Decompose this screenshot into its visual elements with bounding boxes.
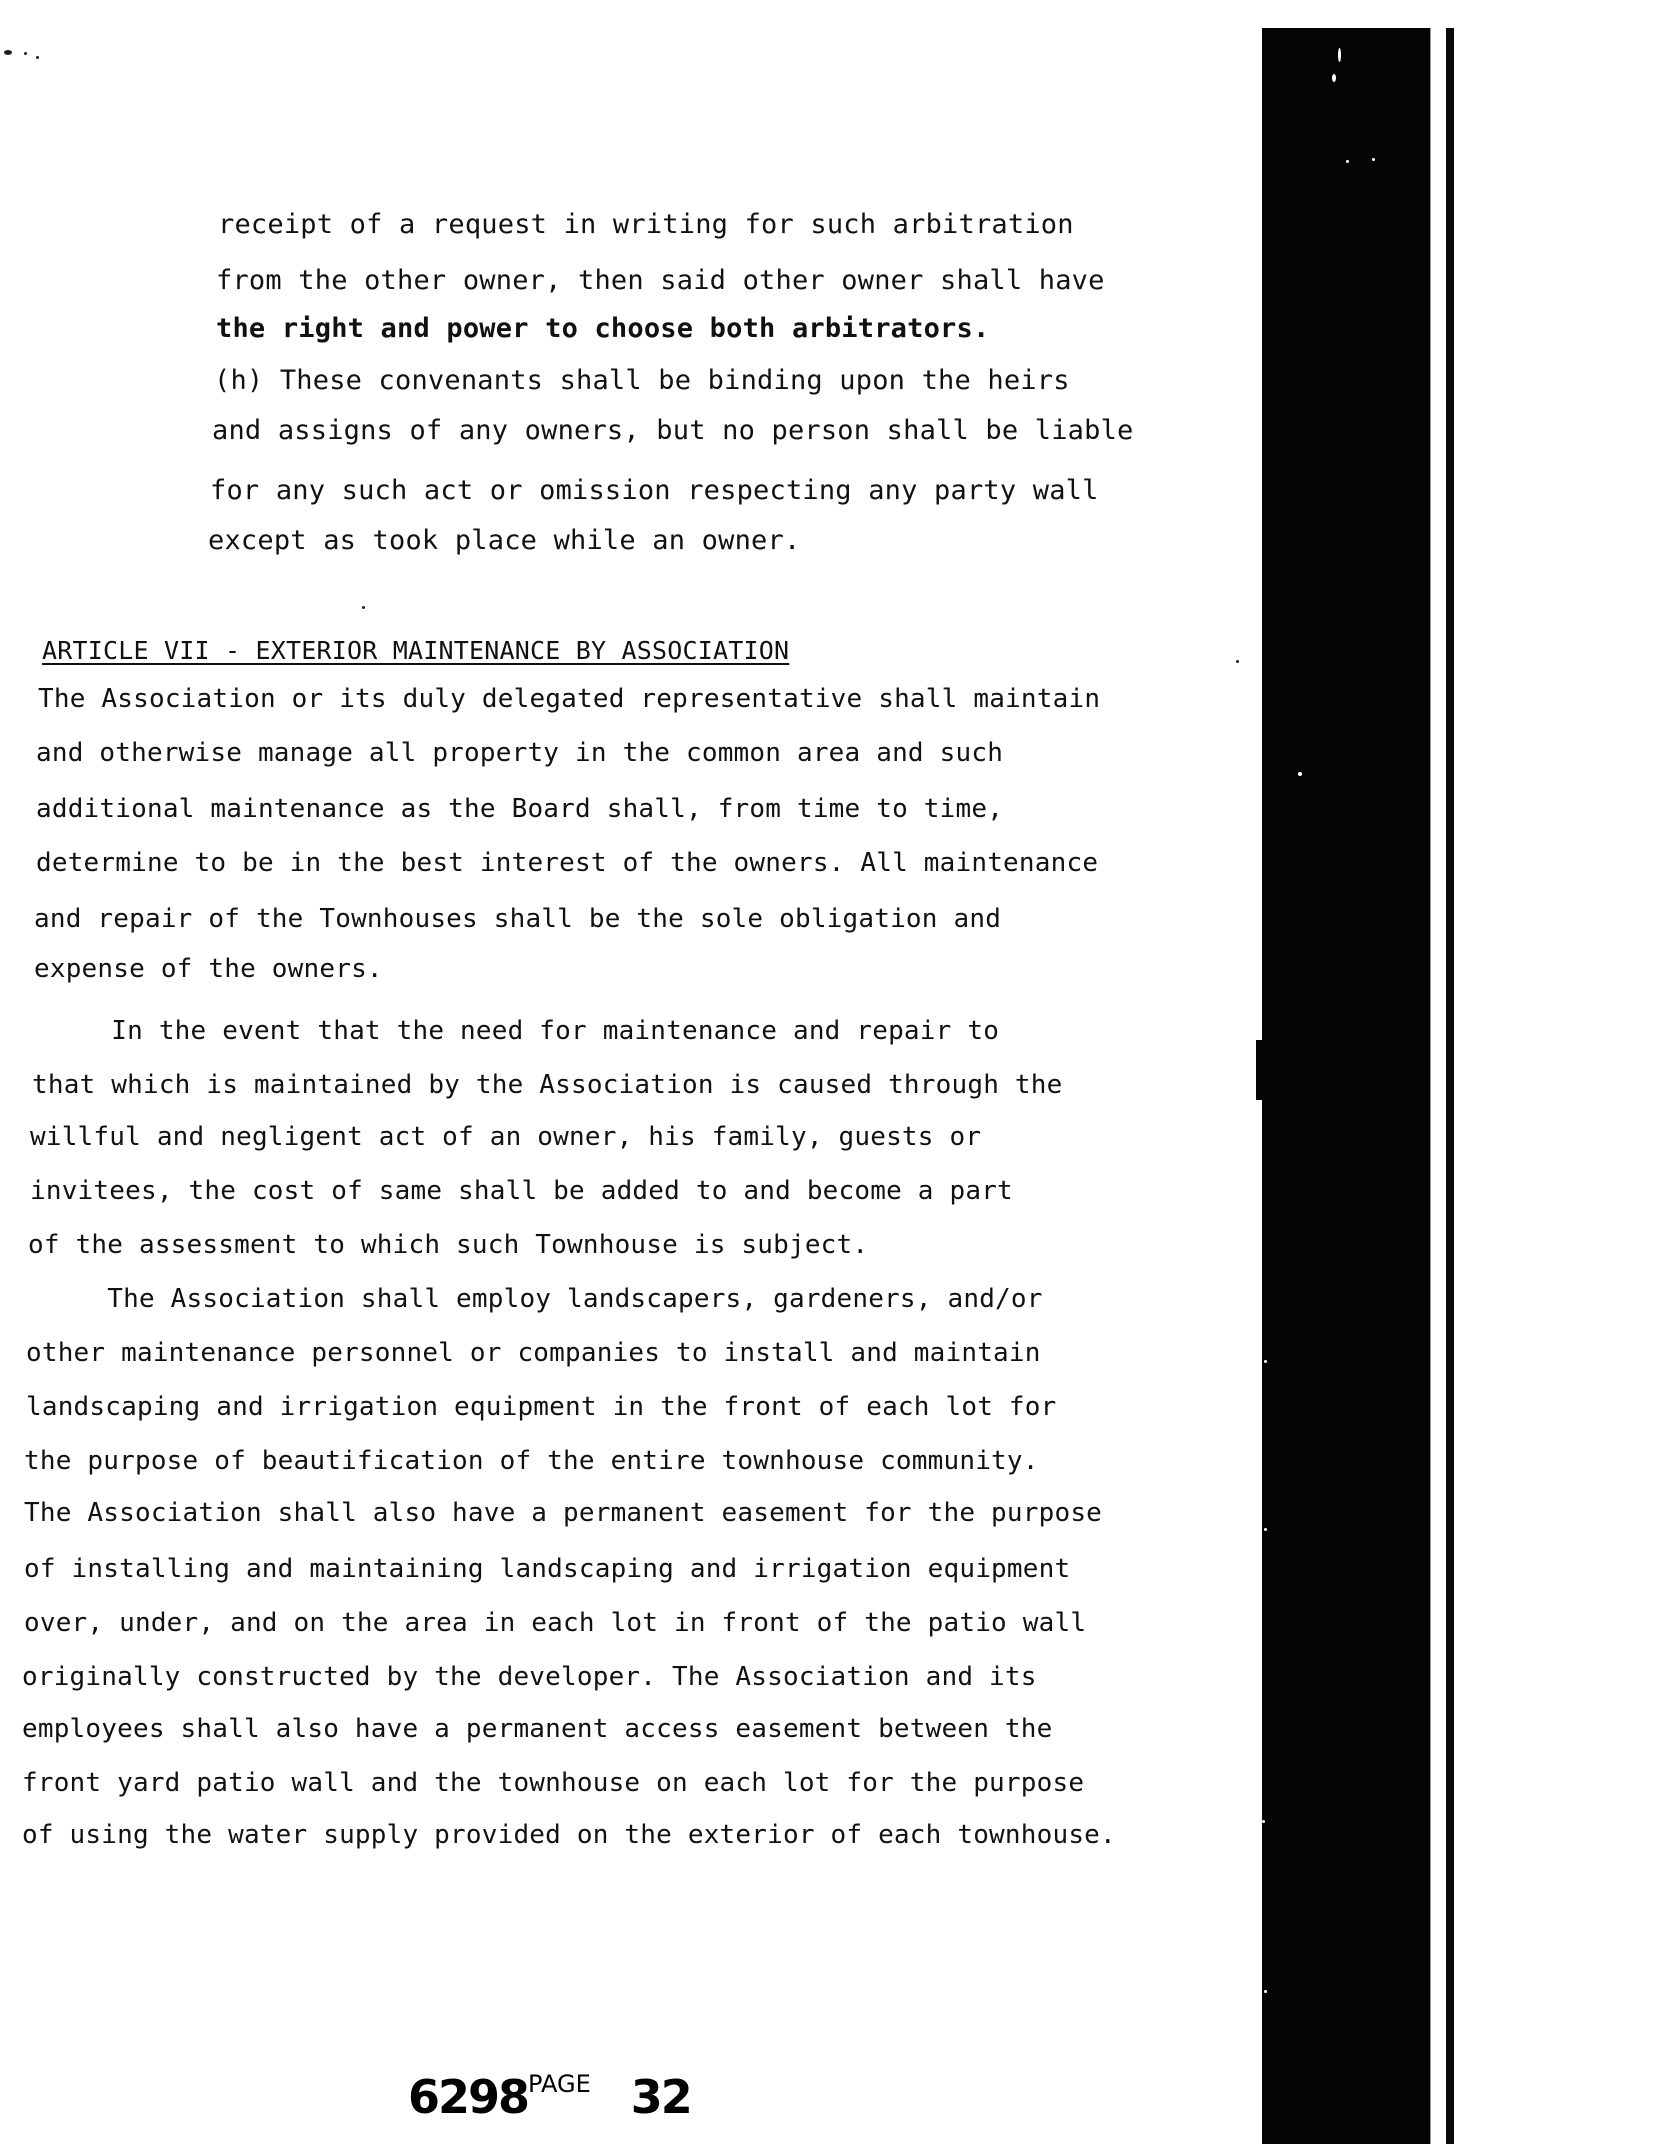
text-line: over, under, and on the area in each lot in front of the patio wall <box>24 1608 1087 1638</box>
scan-shadow-bar <box>1262 28 1430 2144</box>
text-line: landscaping and irrigation equipment in the front of each lot for <box>26 1392 1057 1422</box>
text-line: The Association shall also have a permanent easement for the purpose <box>24 1498 1103 1528</box>
text-line: the right and power to choose both arbitrators. <box>216 313 990 344</box>
text-line: and repair of the Townhouses shall be the sole obligation and <box>34 904 1002 934</box>
text-line: that which is maintained by the Association is caused through the <box>32 1070 1063 1100</box>
book-number: 6298 <box>408 2070 529 2124</box>
scan-speck <box>1264 1528 1267 1531</box>
scan-speck <box>1346 160 1349 163</box>
text-line: invitees, the cost of same shall be added to and become a part <box>30 1176 1013 1206</box>
scan-speck <box>1332 74 1336 82</box>
page-label: PAGE <box>528 2070 591 2098</box>
scan-speck <box>1264 1360 1267 1363</box>
scan-shadow-bar <box>1256 1040 1266 1100</box>
text-line: of using the water supply provided on the exterior of each townhouse. <box>22 1820 1116 1850</box>
text-line: of the assessment to which such Townhouse is subject. <box>28 1230 869 1260</box>
text-line: willful and negligent act of an owner, his family, guests or <box>30 1122 982 1152</box>
text-line: employees shall also have a permanent access easement between the <box>22 1714 1053 1744</box>
scan-mark <box>1236 660 1239 663</box>
scan-speck <box>1264 1990 1267 1993</box>
page-number: 32 <box>630 2070 691 2124</box>
text-line: expense of the owners. <box>34 954 383 984</box>
text-line: receipt of a request in writing for such arbitration <box>218 209 1074 240</box>
text-line: front yard patio wall and the townhouse on each lot for the purpose <box>22 1768 1085 1798</box>
text-line: of installing and maintaining landscaping and irrigation equipment <box>24 1554 1071 1584</box>
scan-mark <box>36 56 39 59</box>
scan-mark <box>24 52 27 55</box>
scan-edge-line <box>1446 28 1454 2144</box>
scan-speck <box>1262 1820 1265 1823</box>
book-page-stamp <box>408 2070 691 2124</box>
text-line: determine to be in the best interest of the owners. All maintenance <box>36 848 1099 878</box>
article-heading: ARTICLE VII - EXTERIOR MAINTENANCE BY ASSOCIATION <box>42 636 790 665</box>
scan-speck <box>1298 772 1302 776</box>
text-line: additional maintenance as the Board shall, from time to time, <box>36 794 1004 824</box>
text-line: The Association shall employ landscapers, gardeners, and/or <box>28 1284 1043 1314</box>
scan-speck <box>1372 158 1375 161</box>
text-line: other maintenance personnel or companies to install and maintain <box>26 1338 1041 1368</box>
text-line: the purpose of beautification of the entire townhouse community. <box>24 1446 1039 1476</box>
text-line: (h) These convenants shall be binding upon the heirs <box>214 365 1070 396</box>
text-line: except as took place while an owner. <box>208 525 801 556</box>
text-line: The Association or its duly delegated representative shall maintain <box>38 684 1101 714</box>
scan-mark <box>362 606 365 609</box>
scan-mark <box>4 50 12 55</box>
text-line: from the other owner, then said other owner shall have <box>216 265 1105 296</box>
scan-speck <box>1338 48 1341 62</box>
text-line: for any such act or omission respecting any party wall <box>210 475 1099 506</box>
text-line: originally constructed by the developer. The Association and its <box>22 1662 1037 1692</box>
text-line: and assigns of any owners, but no person shall be liable <box>212 415 1134 446</box>
text-line: and otherwise manage all property in the common area and such <box>36 738 1004 768</box>
text-line: In the event that the need for maintenance and repair to <box>32 1016 1000 1046</box>
